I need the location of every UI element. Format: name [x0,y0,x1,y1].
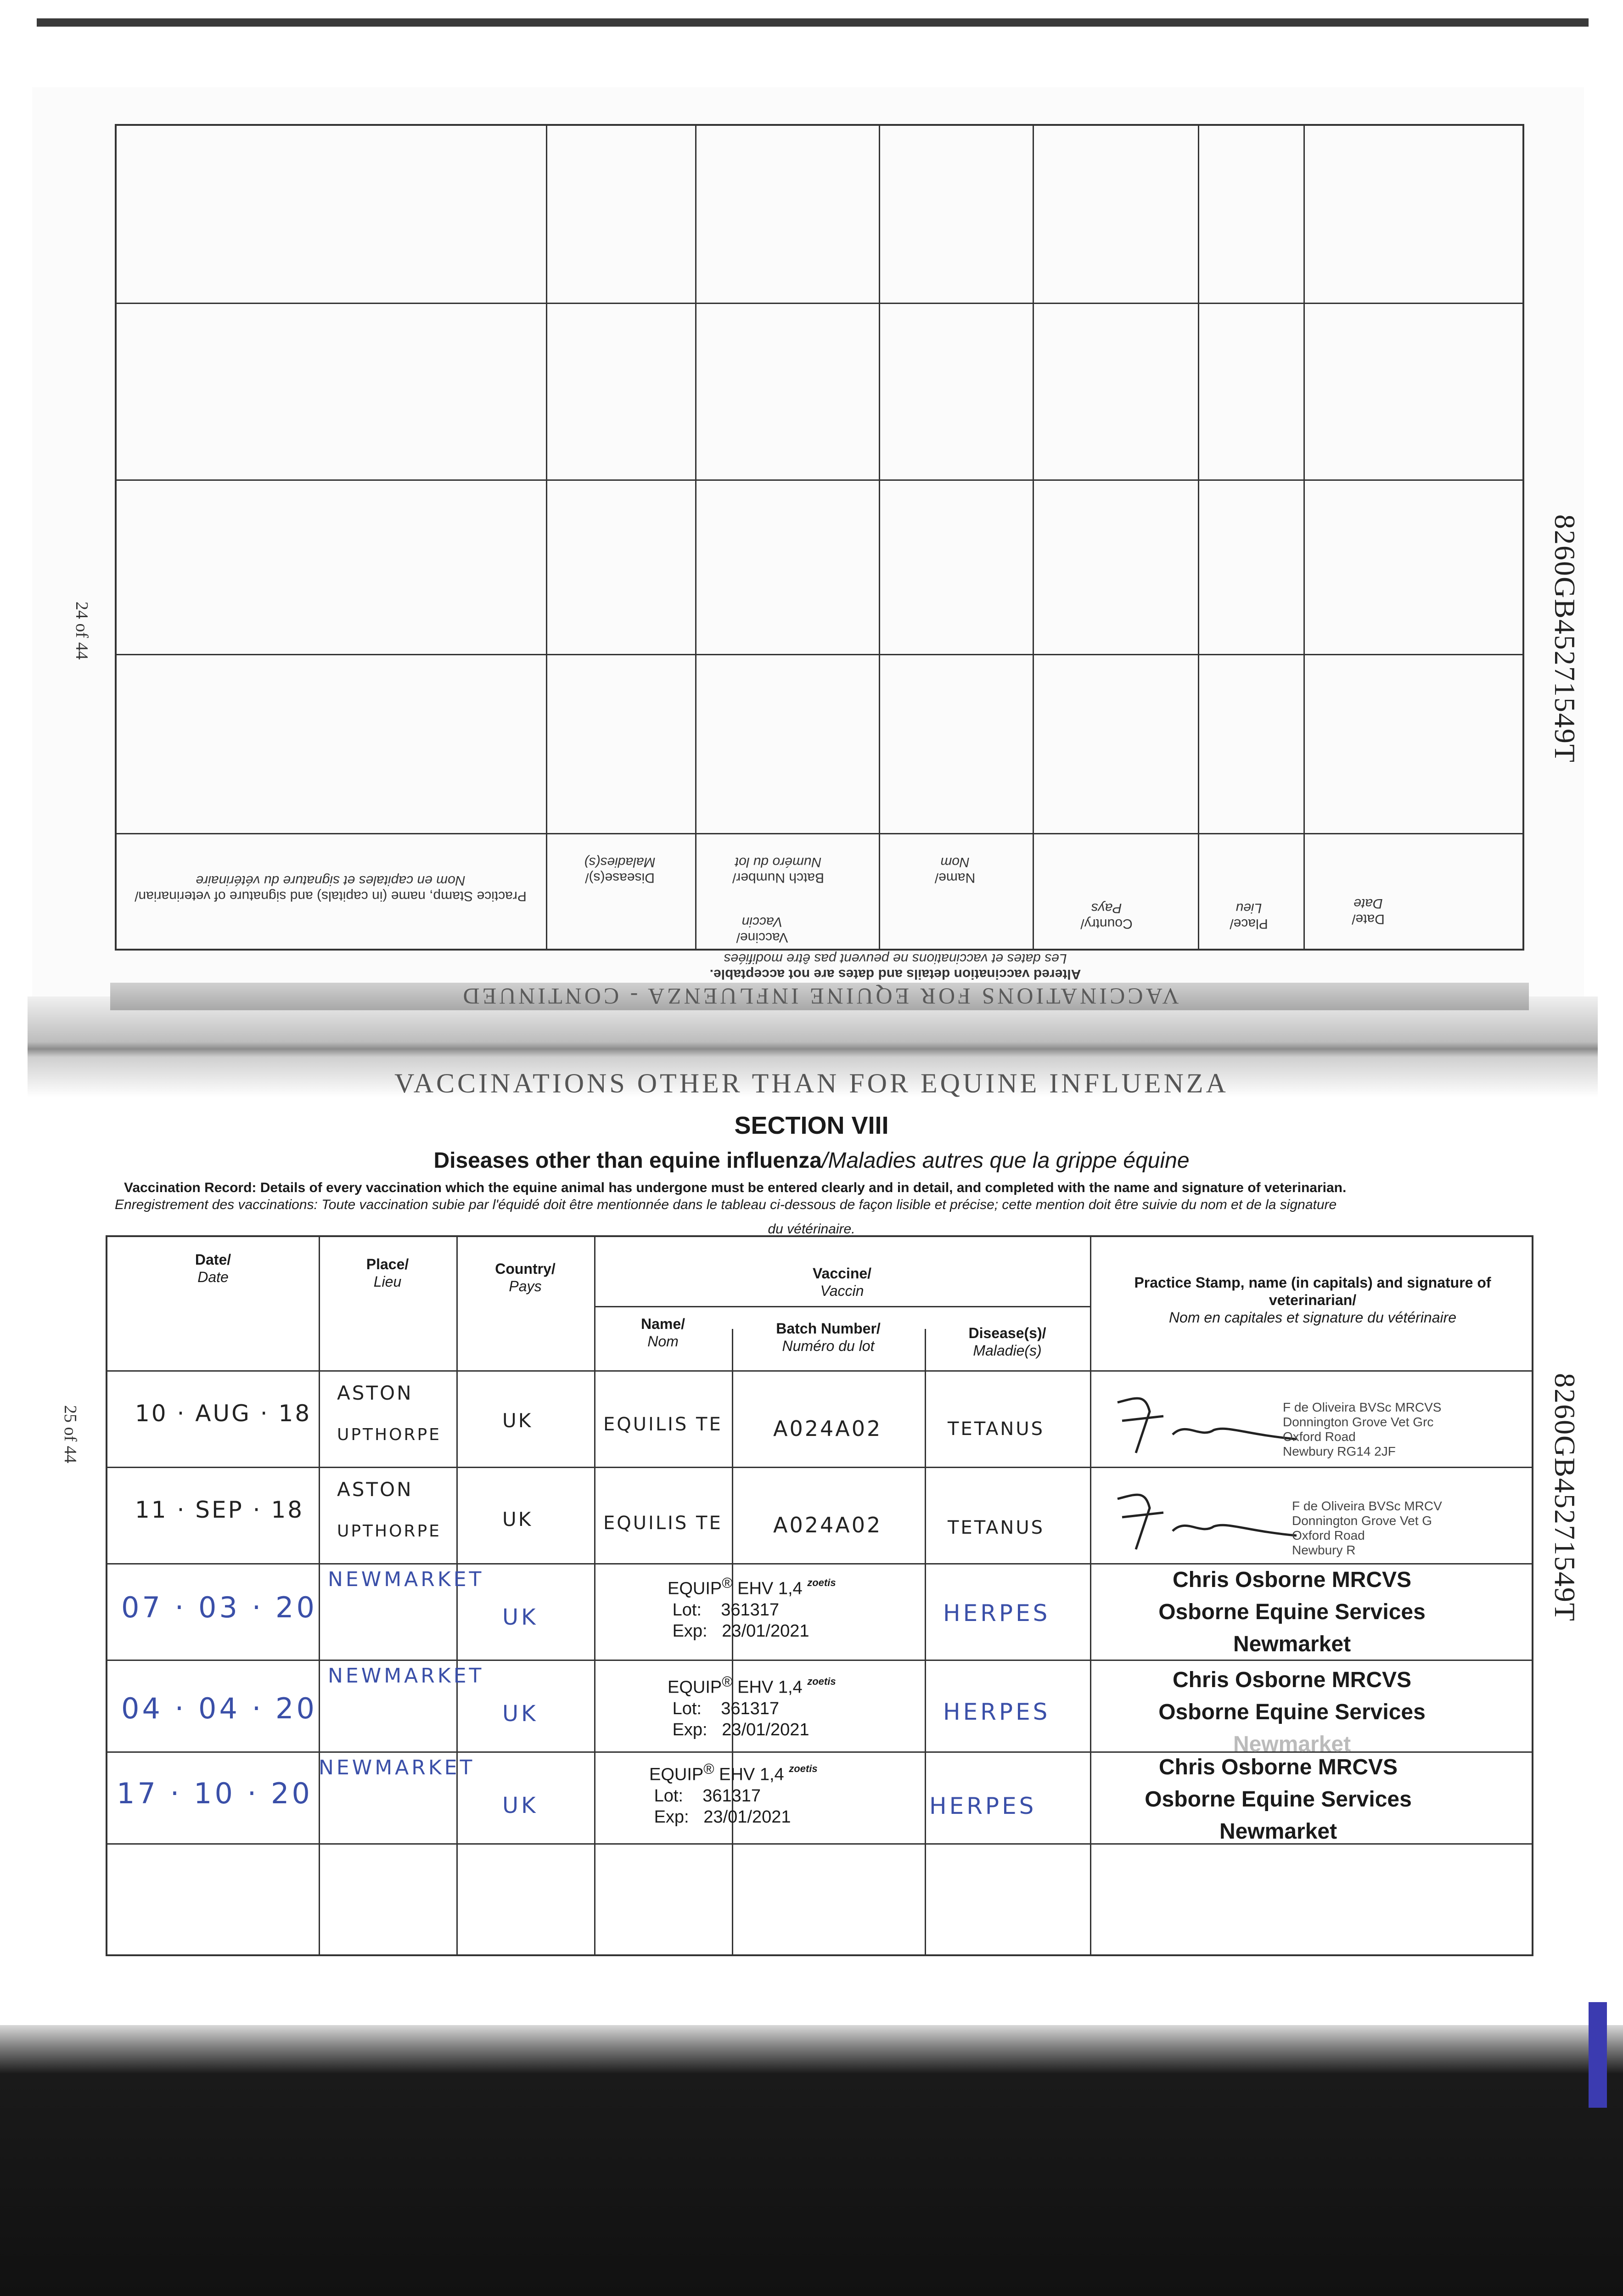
upper-header-vaccine: Vaccine/ Vaccin [736,914,788,945]
row5-place: NEWMARKET [319,1756,475,1779]
row5-disease: HERPES [929,1793,1037,1819]
row3-date: 07 · 03 · 20 [121,1591,317,1624]
col-divider [319,1237,320,1956]
upper-header-name: Name/ Nom [934,855,976,885]
row5-vet-stamp: Chris Osborne MRCVS Osborne Equine Services Newmarket [1145,1755,1412,1844]
row4-disease: HERPES [943,1699,1050,1725]
table-row-line [117,479,1522,481]
row3-place: NEWMARKET [328,1568,484,1591]
upper-header-country: Country/ Pays [1080,900,1133,931]
header-stamp: Practice Stamp, name (in capitals) and signature of veterinarian/ Nom en capitales et signature du vétérinaire [1134,1274,1491,1326]
header-disease: Disease(s)/ Maladie(s) [968,1325,1046,1359]
table-divider [546,126,547,949]
row4-country: UK [502,1701,539,1727]
row4-place: NEWMARKET [328,1664,484,1688]
row2-place-line1: ASTON [337,1478,413,1501]
col-divider [1090,1237,1091,1956]
row2-date: 11 · SEP · 18 [135,1497,304,1523]
row1-batch: A024A02 [773,1416,882,1441]
section-subtitle: Diseases other than equine influenza/Maladies autres que la grippe équine [433,1148,1190,1173]
row2-country: UK [502,1508,533,1531]
col-divider [925,1329,926,1956]
row2-batch: A024A02 [773,1513,882,1537]
table-row-line [117,833,1522,834]
header-date: Date/ Date [195,1251,231,1285]
row2-signature [1108,1480,1301,1554]
row1-signature [1108,1384,1301,1458]
table-divider [695,126,696,949]
section-title: SECTION VIII [734,1112,889,1139]
record-instructions-fr-end: du vétérinaire. [768,1221,855,1237]
upper-header-date: Date/ Date [1352,896,1385,927]
row3-vaccine-stamp: EQUIP® EHV 1,4 $^{zoetis}$ Lot: 361317 Exp: 23/01/2021 [668,1575,836,1641]
header-place: Place/ Lieu [366,1256,409,1290]
upper-vaccination-table [115,124,1524,951]
row2-place-line2: UPTHORPE [337,1522,441,1541]
lower-page-number: 25 of 44 [61,1405,80,1463]
row2-disease: TETANUS [948,1517,1045,1538]
scan-side-edge [1589,2002,1607,2108]
upper-notice: Altered vaccination details and dates are not acceptable. Les dates et vaccinations ne peuvent pas être modifiées [709,951,1081,982]
row1-vaccine-name: EQUILIS TE [603,1414,723,1435]
header-batch: Batch Number/ Numéro du lot [776,1320,881,1354]
row4-date: 04 · 04 · 20 [121,1692,317,1725]
table-row-line [117,654,1522,655]
row1-vet-stamp: F de Oliveira BVSc MRCVS Donnington Grove Vet Grc Oxford Road Newbury RG14 2JF [1283,1400,1442,1458]
upper-header-batch: Batch Number/ Numéro du lot [732,855,825,885]
caps-title: VACCINATIONS OTHER THAN FOR EQUINE INFLUENZA [394,1068,1229,1098]
row2-vaccine-name: EQUILIS TE [603,1513,723,1534]
row5-vaccine-stamp: EQUIP® EHV 1,4 $^{zoetis}$ Lot: 361317 Exp: 23/01/2021 [649,1761,818,1827]
col-divider [456,1237,458,1956]
record-instructions-en: Vaccination Record: Details of every vaccination which the equine animal has undergone must be entered clearly and in detail, and completed with the name and signature of veterinarian. [124,1180,1347,1195]
scan-bottom-edge [0,2025,1623,2296]
vaccination-table [106,1235,1533,1956]
table-divider [1198,126,1199,949]
row1-place-line2: UPTHORPE [337,1425,441,1444]
row1-country: UK [502,1409,533,1432]
upper-header-place: Place/ Lieu [1230,900,1268,931]
row5-date: 17 · 10 · 20 [117,1777,313,1810]
upper-page-number: 24 of 44 [72,602,91,660]
record-instructions-fr: Enregistrement des vaccinations: Toute vaccination subie par l'équidé doit être mentionnée dans le tableau ci-dessous de façon lisible et précise; cette mention doit être suivie du nom et de la signature [115,1197,1337,1212]
upper-band-title: VACCINATIONS FOR EQUINE INFLUENZA - CONTINUED [460,984,1179,1009]
row4-vaccine-stamp: EQUIP® EHV 1,4 $^{zoetis}$ Lot: 361317 Exp: 23/01/2021 [668,1673,836,1739]
row3-vet-stamp: Chris Osborne MRCVS Osborne Equine Services Newmarket [1158,1568,1426,1656]
upper-header-disease: Disease(s)/ Maladies(s) [584,855,656,885]
header-vaccine: Vaccine/ Vaccin [812,1265,872,1299]
row1-disease: TETANUS [948,1418,1045,1440]
header-country: Country/ Pays [495,1261,556,1294]
row5-country: UK [502,1793,539,1818]
table-row-line [117,303,1522,304]
row1-date: 10 · AUG · 18 [135,1400,312,1427]
table-divider [1303,126,1305,949]
row1-place-line1: ASTON [337,1382,413,1404]
scan-top-edge [37,18,1589,27]
upper-header-stamp: Practice Stamp, name (in capitals) and signature of veterinarian/ Nom en capitales et signature du vétérinaire [135,873,527,904]
row-divider [107,1467,1532,1468]
row3-disease: HERPES [943,1600,1050,1626]
header-name: Name/ Nom [640,1316,685,1350]
col-divider [732,1329,733,1956]
row4-vet-stamp: Chris Osborne MRCVS Osborne Equine Services Newmarket [1158,1668,1426,1756]
row3-country: UK [502,1604,539,1630]
document-id-upper: 8260GB45271549T [1549,514,1581,763]
document-id-lower: 8260GB45271549T [1549,1373,1581,1622]
table-divider [879,126,880,949]
row-divider [107,1370,1532,1372]
row2-vet-stamp: F de Oliveira BVSc MRCV Donnington Grove Vet G Oxford Road Newbury R [1292,1499,1442,1557]
table-divider [1033,126,1034,949]
row-divider [594,1306,1090,1307]
